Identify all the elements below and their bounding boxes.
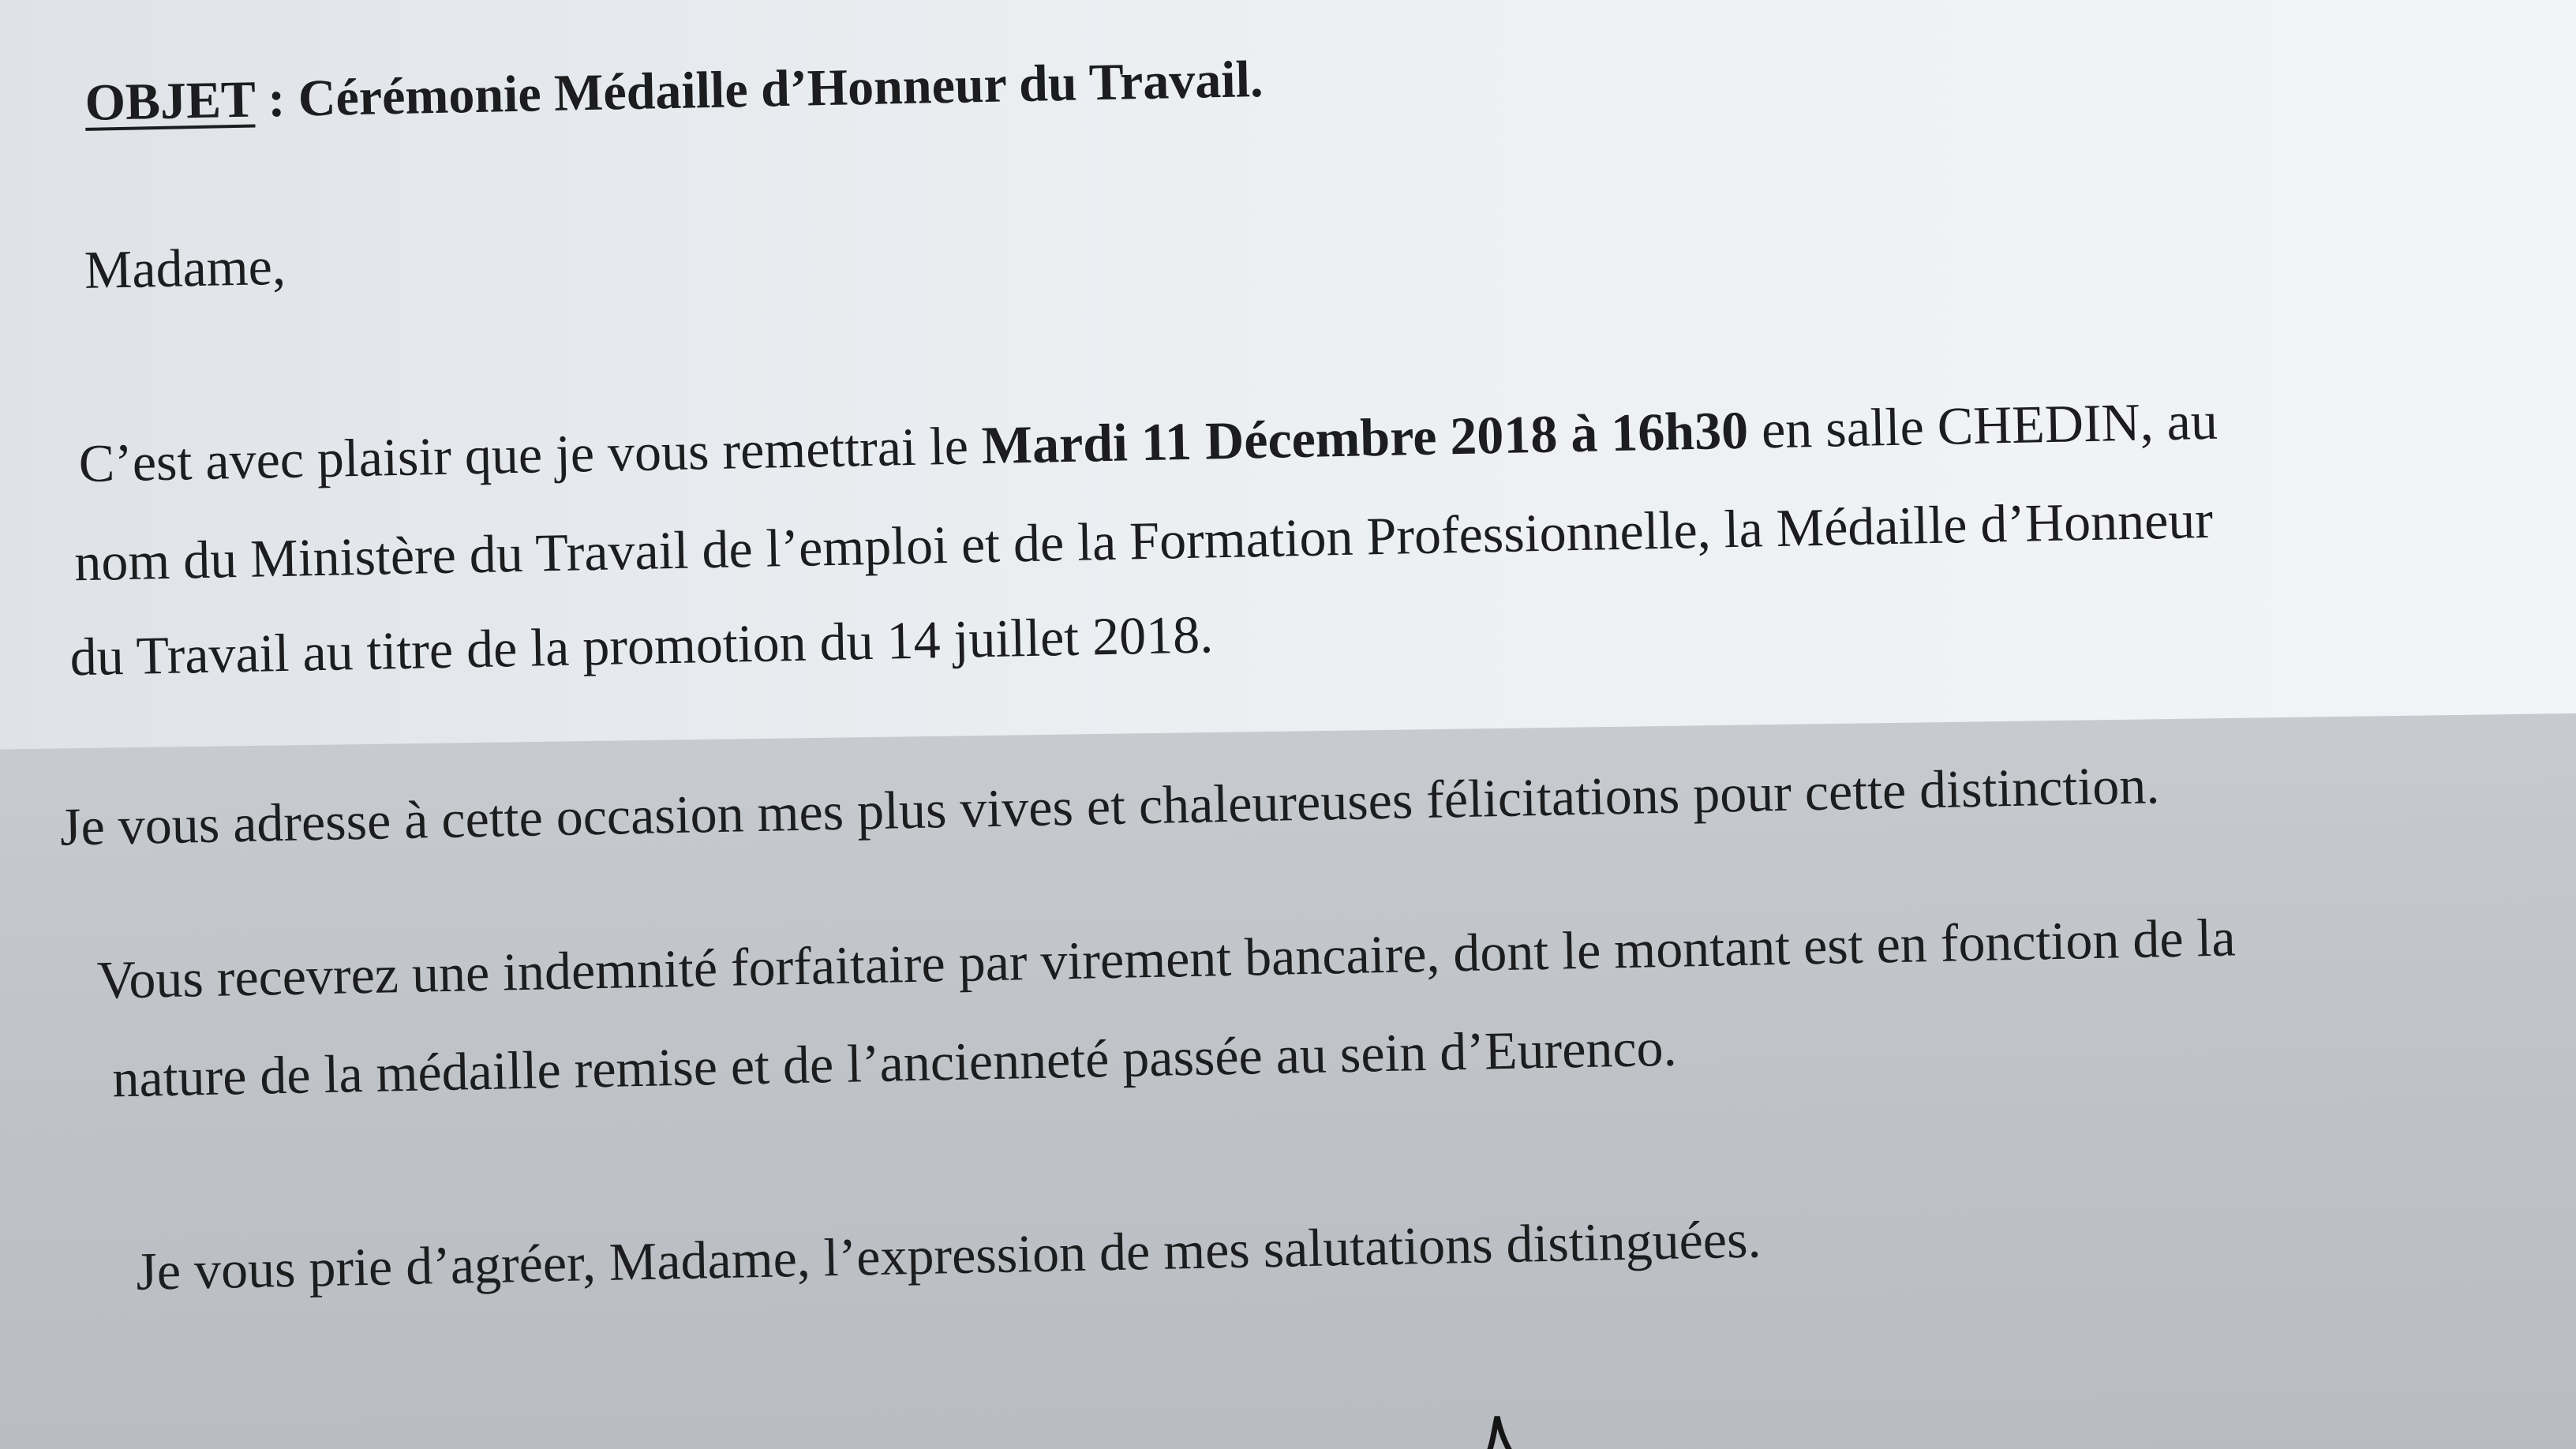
subject-label: OBJET [84,70,256,132]
salutation: Madame, [84,235,286,300]
paragraph-1-line-1 [78,390,2218,494]
paragraph-2: Je vous adresse à cette occasion mes plus vives et chaleureuses félicitations pour cette distinction. [59,754,2160,857]
paragraph-1-line-2: nom du Ministère du Travail de l’emploi et de la Formation Professionnelle, la Médaille d’Honneur [73,489,2214,593]
paragraph-1-line-1-end: en salle CHEDIN, au [1747,390,2218,460]
subject-line [84,50,1264,132]
ceremony-date: Mardi 11 Décembre 2018 à 16h30 [981,399,1749,476]
paragraph-3-line-1: Vous recevrez une indemnité forfaitaire par virement bancaire, dont le montant est en fonction de la [96,907,2237,1010]
signature-stroke-icon [1480,1409,1518,1449]
paragraph-3-line-2: nature de la médaille remise et de l’ancienneté passée au sein d’Eurenco. [111,1017,1678,1109]
paragraph-1-line-1-start: C’est avec plaisir que je vous remettrai le [78,415,983,494]
paragraph-1-line-3: du Travail au titre de la promotion du 14 juillet 2018. [69,604,1214,687]
closing-line: Je vous prie d’agréer, Madame, l’expression de mes salutations distinguées. [135,1208,1762,1301]
subject-text: : Cérémonie Médaille d’Honneur du Travail. [254,50,1264,129]
